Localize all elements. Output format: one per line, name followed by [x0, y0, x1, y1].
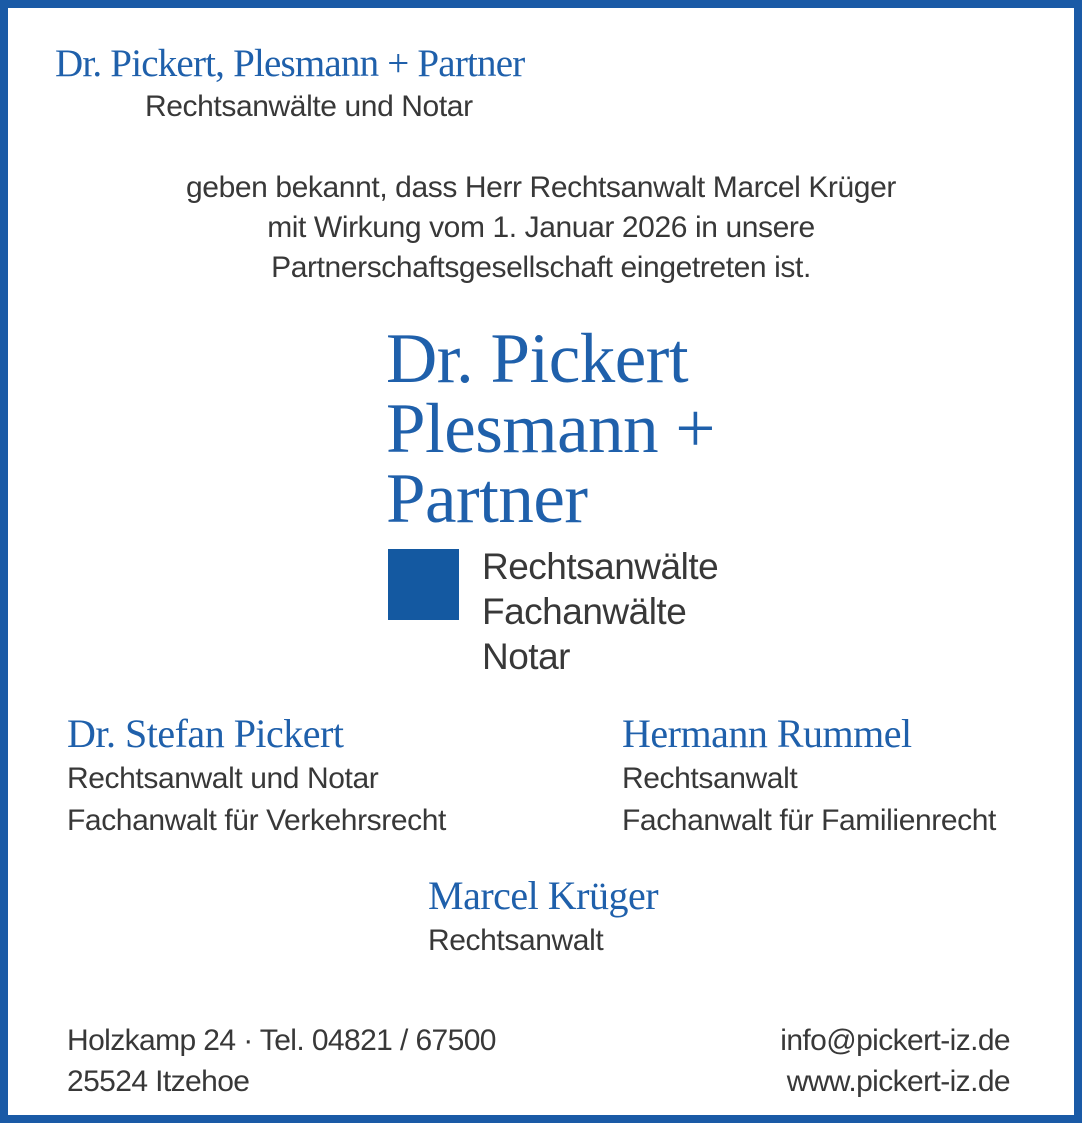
- website-text: www.pickert-iz.de: [786, 1065, 1010, 1098]
- wordmark-line-2: Plesmann +: [386, 390, 715, 468]
- footer-contact: [780, 1020, 1010, 1102]
- address-line-2: 25524 Itzehoe: [67, 1065, 250, 1098]
- descriptor-line-3: Notar: [482, 636, 570, 677]
- descriptor-line-1: Rechtsanwälte: [482, 546, 719, 587]
- partner-specialty: Fachanwalt für Verkehrsrecht: [67, 804, 446, 837]
- partner-name: Hermann Rummel: [622, 711, 912, 756]
- announcement-line-3: Partnerschaftsgesellschaft eingetreten ist.: [271, 251, 811, 284]
- logo-square-icon: [388, 549, 459, 620]
- wordmark-line-1: Dr. Pickert: [386, 320, 689, 398]
- address-line-1: Holzkamp 24 · Tel. 04821 / 67500: [67, 1024, 496, 1057]
- partner-specialty: Fachanwalt für Familienrecht: [622, 804, 996, 837]
- firm-wordmark: [386, 320, 715, 538]
- partner-role: Rechtsanwalt und Notar: [67, 762, 379, 795]
- email-text: info@pickert-iz.de: [780, 1024, 1010, 1057]
- partner-block-stefan-pickert: [67, 710, 446, 842]
- partner-name: Marcel Krüger: [428, 873, 659, 918]
- partner-role: Rechtsanwalt: [622, 762, 798, 795]
- descriptor-line-2: Fachanwälte: [482, 591, 687, 632]
- announcement-line-2: mit Wirkung vom 1. Januar 2026 in unsere: [267, 211, 815, 244]
- partner-block-hermann-rummel: [622, 710, 996, 842]
- announcement-line-1: geben bekannt, dass Herr Rechtsanwalt Marcel Krüger: [186, 171, 896, 204]
- logo-descriptor: [482, 544, 718, 679]
- announcement-text: [8, 168, 1074, 288]
- partner-role: Rechtsanwalt: [428, 924, 604, 957]
- footer-address: [67, 1020, 496, 1102]
- firm-subtitle: Rechtsanwälte und Notar: [145, 90, 473, 123]
- wordmark-line-3: Partner: [386, 460, 588, 538]
- firm-name-heading: Dr. Pickert, Plesmann + Partner: [55, 42, 525, 85]
- partner-name: Dr. Stefan Pickert: [67, 711, 344, 756]
- partner-block-marcel-krueger: [428, 872, 658, 962]
